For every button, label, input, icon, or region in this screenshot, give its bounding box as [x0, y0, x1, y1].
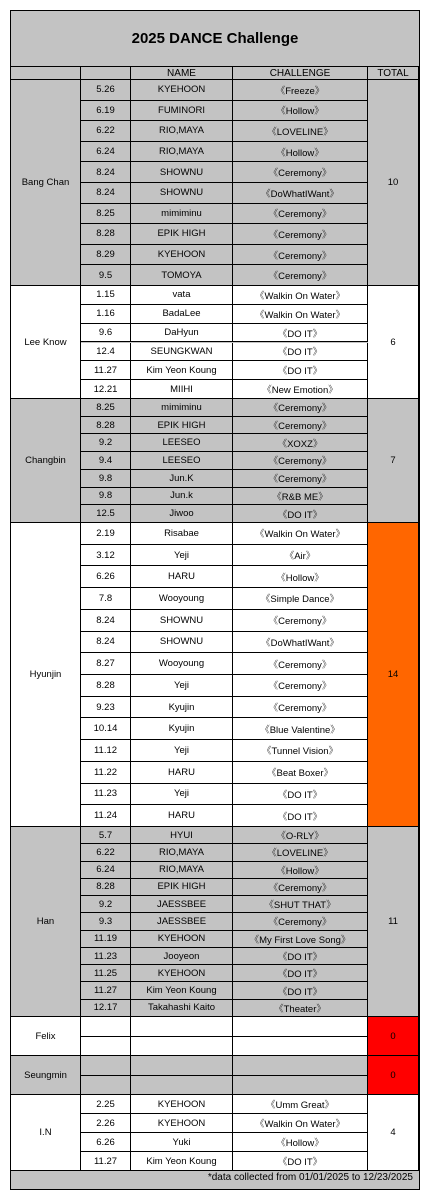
row-name: SHOWNU	[131, 183, 233, 204]
row-challenge: 《Beat Boxer》	[233, 762, 368, 784]
row-name: Yeji	[131, 545, 233, 567]
row-challenge: 《Hollow》	[233, 101, 368, 122]
row-date: 6.22	[81, 844, 131, 861]
row-name	[131, 1076, 233, 1096]
row-name: RIO,MAYA	[131, 844, 233, 861]
row-date: 6.24	[81, 862, 131, 879]
row-date: 8.24	[81, 610, 131, 632]
row-date: 11.22	[81, 762, 131, 784]
row-challenge: 《Ceremony》	[233, 162, 368, 183]
row-name: mimiminu	[131, 204, 233, 225]
row-challenge: 《Ceremony》	[233, 399, 368, 417]
row-date: 11.23	[81, 948, 131, 965]
row-challenge: 《Hollow》	[233, 862, 368, 879]
row-challenge: 《O-RLY》	[233, 827, 368, 844]
row-name: Kim Yeon Koung	[131, 1152, 233, 1171]
row-date: 12.17	[81, 1000, 131, 1017]
member-total: 10	[368, 80, 419, 286]
member-name: I.N	[11, 1095, 81, 1171]
row-name: TOMOYA	[131, 265, 233, 286]
row-date: 8.25	[81, 399, 131, 417]
row-challenge: 《Ceremony》	[233, 653, 368, 675]
row-name: KYEHOON	[131, 80, 233, 101]
row-challenge: 《Ceremony》	[233, 452, 368, 470]
member-total: 0	[368, 1056, 419, 1095]
member-name: Han	[11, 827, 81, 1017]
row-challenge: 《DO IT》	[233, 805, 368, 827]
row-challenge: 《Theater》	[233, 1000, 368, 1017]
row-date: 6.19	[81, 101, 131, 122]
header-total: TOTAL	[368, 67, 419, 80]
row-name: Kim Yeon Koung	[131, 361, 233, 380]
row-name	[131, 1017, 233, 1037]
member-total: 6	[368, 286, 419, 399]
row-date: 9.6	[81, 324, 131, 343]
row-date: 10.14	[81, 718, 131, 740]
row-challenge: 《Hollow》	[233, 566, 368, 588]
row-date: 8.28	[81, 224, 131, 245]
row-date: 9.5	[81, 265, 131, 286]
row-challenge: 《Ceremony》	[233, 697, 368, 719]
row-challenge: 《LOVELINE》	[233, 844, 368, 861]
row-challenge: 《DO IT》	[233, 1152, 368, 1171]
row-date: 6.24	[81, 142, 131, 163]
row-challenge: 《Freeze》	[233, 80, 368, 101]
row-date: 11.27	[81, 1152, 131, 1171]
row-challenge: 《Ceremony》	[233, 417, 368, 435]
table-title: 2025 DANCE Challenge	[11, 11, 419, 67]
row-name: vata	[131, 286, 233, 305]
row-challenge: 《Ceremony》	[233, 245, 368, 266]
row-date: 6.22	[81, 121, 131, 142]
row-date: 9.2	[81, 434, 131, 452]
row-name: EPIK HIGH	[131, 224, 233, 245]
row-challenge: 《Ceremony》	[233, 610, 368, 632]
row-challenge: 《Blue Valentine》	[233, 718, 368, 740]
challenge-table	[10, 10, 420, 1190]
row-name: LEESEO	[131, 452, 233, 470]
row-name: FUMINORI	[131, 101, 233, 122]
row-date: 6.26	[81, 566, 131, 588]
member-total: 11	[368, 827, 419, 1017]
row-challenge: 《DO IT》	[233, 982, 368, 999]
row-challenge: 《Ceremony》	[233, 224, 368, 245]
row-name: JAESSBEE	[131, 896, 233, 913]
row-challenge: 《Ceremony》	[233, 675, 368, 697]
row-date: 1.15	[81, 286, 131, 305]
row-name: Jun.K	[131, 470, 233, 488]
row-name: Jooyeon	[131, 948, 233, 965]
row-name: Jiwoo	[131, 505, 233, 523]
row-date: 11.24	[81, 805, 131, 827]
row-name: RIO,MAYA	[131, 862, 233, 879]
row-date	[81, 1017, 131, 1037]
row-name: Risabae	[131, 523, 233, 545]
row-name: Yeji	[131, 675, 233, 697]
row-challenge: 《Ceremony》	[233, 879, 368, 896]
row-date: 8.24	[81, 162, 131, 183]
row-date: 9.2	[81, 896, 131, 913]
row-date: 8.28	[81, 675, 131, 697]
row-name: BadaLee	[131, 305, 233, 324]
row-name: HYUI	[131, 827, 233, 844]
row-date: 9.3	[81, 913, 131, 930]
row-date: 9.4	[81, 452, 131, 470]
row-challenge: 《Umm Great》	[233, 1095, 368, 1114]
member-total: 7	[368, 399, 419, 523]
row-name: KYEHOON	[131, 931, 233, 948]
row-name: HARU	[131, 566, 233, 588]
row-date	[81, 1037, 131, 1057]
member-total: 0	[368, 1017, 419, 1056]
row-name: EPIK HIGH	[131, 417, 233, 435]
row-challenge: 《Tunnel Vision》	[233, 740, 368, 762]
row-name: Yuki	[131, 1133, 233, 1152]
row-challenge: 《SHUT THAT》	[233, 896, 368, 913]
header-blank	[11, 67, 81, 80]
row-date: 2.25	[81, 1095, 131, 1114]
row-challenge: 《DoWhatIWant》	[233, 183, 368, 204]
row-date: 3.12	[81, 545, 131, 567]
row-date	[81, 1056, 131, 1076]
row-challenge: 《Walkin On Water》	[233, 305, 368, 324]
row-name: Takahashi Kaito	[131, 1000, 233, 1017]
row-challenge: 《Walkin On Water》	[233, 523, 368, 545]
row-challenge: 《DO IT》	[233, 784, 368, 806]
row-challenge: 《My First Love Song》	[233, 931, 368, 948]
row-challenge: 《Ceremony》	[233, 265, 368, 286]
row-challenge: 《XOXZ》	[233, 434, 368, 452]
row-name: Kim Yeon Koung	[131, 982, 233, 999]
header-name: NAME	[131, 67, 233, 80]
member-total: 4	[368, 1095, 419, 1171]
row-date: 11.19	[81, 931, 131, 948]
member-name: Hyunjin	[11, 523, 81, 827]
row-name: LEESEO	[131, 434, 233, 452]
row-date: 8.24	[81, 632, 131, 654]
row-name: JAESSBEE	[131, 913, 233, 930]
row-name: KYEHOON	[131, 1095, 233, 1114]
row-date: 2.26	[81, 1114, 131, 1133]
row-date: 7.8	[81, 588, 131, 610]
row-name: SHOWNU	[131, 610, 233, 632]
row-challenge	[233, 1017, 368, 1037]
row-name	[131, 1056, 233, 1076]
row-challenge: 《Walkin On Water》	[233, 286, 368, 305]
row-name: RIO,MAYA	[131, 121, 233, 142]
row-name: MIIHI	[131, 380, 233, 399]
row-challenge: 《DO IT》	[233, 361, 368, 380]
row-challenge: 《DO IT》	[233, 505, 368, 523]
row-challenge: 《DoWhatIWant》	[233, 632, 368, 654]
row-date: 8.24	[81, 183, 131, 204]
row-date: 9.8	[81, 470, 131, 488]
row-date: 11.27	[81, 361, 131, 380]
row-name: Wooyoung	[131, 588, 233, 610]
row-challenge: 《LOVELINE》	[233, 121, 368, 142]
row-date: 8.28	[81, 417, 131, 435]
row-date: 8.27	[81, 653, 131, 675]
row-challenge: 《DO IT》	[233, 965, 368, 982]
row-challenge: 《Air》	[233, 545, 368, 567]
row-name: KYEHOON	[131, 965, 233, 982]
row-challenge: 《New Emotion》	[233, 380, 368, 399]
row-date: 5.26	[81, 80, 131, 101]
row-date: 11.12	[81, 740, 131, 762]
row-date: 1.16	[81, 305, 131, 324]
row-challenge: 《Walkin On Water》	[233, 1114, 368, 1133]
row-name: HARU	[131, 805, 233, 827]
header-blank	[81, 67, 131, 80]
row-name: HARU	[131, 762, 233, 784]
member-name: Seungmin	[11, 1056, 81, 1095]
row-challenge: 《DO IT》	[233, 324, 368, 343]
row-challenge	[233, 1037, 368, 1057]
row-date: 8.25	[81, 204, 131, 225]
row-date: 9.8	[81, 488, 131, 506]
row-challenge: 《DO IT》	[233, 948, 368, 965]
member-name: Changbin	[11, 399, 81, 523]
row-name: Yeji	[131, 740, 233, 762]
row-date: 12.21	[81, 380, 131, 399]
row-name: KYEHOON	[131, 1114, 233, 1133]
row-name: mimiminu	[131, 399, 233, 417]
row-name: SEUNGKWAN	[131, 343, 233, 362]
row-name: Yeji	[131, 784, 233, 806]
row-date: 9.23	[81, 697, 131, 719]
row-date: 12.4	[81, 343, 131, 362]
row-name: DaHyun	[131, 324, 233, 343]
row-date: 12.5	[81, 505, 131, 523]
row-challenge: 《DO IT》	[233, 343, 368, 362]
member-total: 14	[368, 523, 419, 827]
row-name: Kyujin	[131, 718, 233, 740]
row-name: EPIK HIGH	[131, 879, 233, 896]
row-date: 11.27	[81, 982, 131, 999]
row-date: 5.7	[81, 827, 131, 844]
row-name: Kyujin	[131, 697, 233, 719]
row-challenge	[233, 1076, 368, 1096]
row-challenge: 《R&B ME》	[233, 488, 368, 506]
row-challenge: 《Hollow》	[233, 1133, 368, 1152]
row-name: Wooyoung	[131, 653, 233, 675]
row-name: KYEHOON	[131, 245, 233, 266]
footer-note: *data collected from 01/01/2025 to 12/23/2025	[11, 1171, 419, 1189]
row-name: SHOWNU	[131, 632, 233, 654]
row-challenge: 《Simple Dance》	[233, 588, 368, 610]
row-date: 2.19	[81, 523, 131, 545]
row-challenge: 《Ceremony》	[233, 204, 368, 225]
member-name: Lee Know	[11, 286, 81, 399]
row-challenge: 《Ceremony》	[233, 470, 368, 488]
row-date	[81, 1076, 131, 1096]
row-name: RIO,MAYA	[131, 142, 233, 163]
row-date: 11.23	[81, 784, 131, 806]
row-name: Jun.k	[131, 488, 233, 506]
member-name: Felix	[11, 1017, 81, 1056]
member-name: Bang Chan	[11, 80, 81, 286]
row-date: 11.25	[81, 965, 131, 982]
row-challenge: 《Hollow》	[233, 142, 368, 163]
row-name: SHOWNU	[131, 162, 233, 183]
row-date: 8.29	[81, 245, 131, 266]
row-date: 8.28	[81, 879, 131, 896]
row-name	[131, 1037, 233, 1057]
row-challenge: 《Ceremony》	[233, 913, 368, 930]
row-date: 6.26	[81, 1133, 131, 1152]
header-challenge: CHALLENGE	[233, 67, 368, 80]
row-challenge	[233, 1056, 368, 1076]
